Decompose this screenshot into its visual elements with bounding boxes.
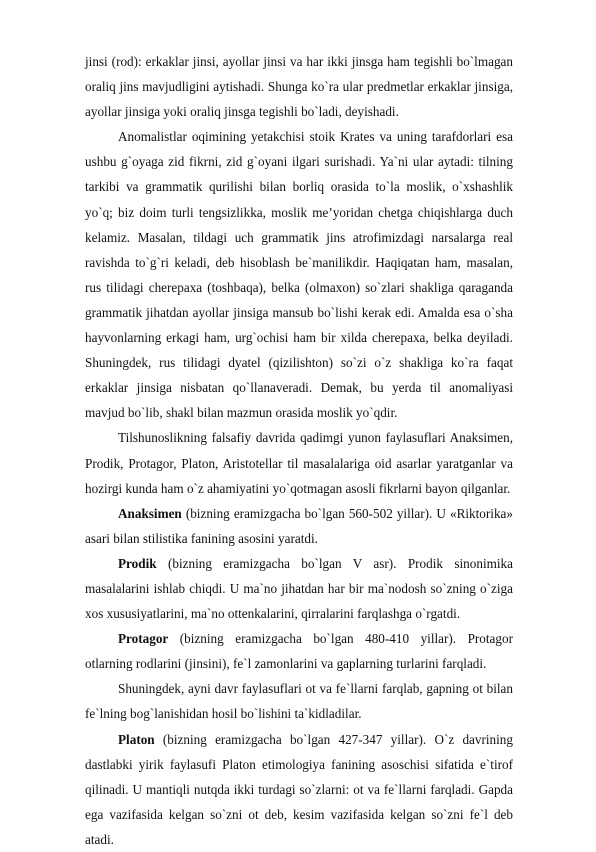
paragraph-7: Shuningdek, ayni davr faylasuflari ot va fe`llarni farqlab, gapning ot bilan fe`lning bog`lanishidan hosil bo`lishini ta`kidladilar. — [85, 681, 513, 722]
name-prodik: Prodik — [118, 555, 157, 571]
paragraph-prodik — [85, 551, 513, 626]
paragraph-platon-text: (bizning eramizgacha bo`lgan 427-347 yillar). O`z davrining dastlabki yirik faylasufi Platon etimologiya fanining asoschisi sifatida e`tirof qilinadi. U mantiqli nutqda ikki turdagi so`zlarni: ot va fe`llarni farqladi. Gapda ega vazifasida kelgan so`zni ot deb, kesim vazifasida kelgan so`zni fe`l deb atadi. — [85, 731, 513, 847]
paragraph-anaksimen — [85, 501, 513, 551]
paragraph-3: Tilshunoslikning falsafiy davrida qadimgi yunon faylasuflari Anaksimen, Prodik, Protagor, Platon, Aristotellar til masalalariga oid asarlar yaratganlar va hozirgi kunda ham o`z ahamiyatini yo`qotmagan asosli fikrlarni bayon qilganlar. — [85, 430, 513, 496]
paragraph-platon — [85, 727, 513, 852]
paragraph-1: jinsi (rod): erkaklar jinsi, ayollar jinsi va har ikki jinsga ham tegishli bo`lmagan oraliq jins mavjudligini aytishadi. Shunga ko`ra ular predmetlar erkaklar jinsiga, ayollar jinsiga yoki oraliq jinsga tegishli bo`ladi, deyishadi. — [85, 54, 513, 120]
name-anaksimen: Anaksimen — [118, 505, 182, 521]
paragraph-protagor — [85, 626, 513, 676]
paragraph-2: Anomalistlar oqimining yetakchisi stoik Krates va uning tarafdorlari esa ushbu g`oyaga zid fikrni, zid g`oyani ilgari surishadi. Ya`ni ular aytadi: tilning tarkibi va grammatik qurilishi bilan borliq orasida to`la moslik, o`xshashlik yo`q; biz doim turli tengsizlikka, moslik me’yoridan chetga chiqishlarga duch kelamiz. Masalan, tildagi uch grammatik jins atrofimizdagi narsalarga real ravishda to`g`ri keladi, deb hisoblash be`manilikdir. Haqiqatan ham, masalan, rus tilidagi cherepaxa (toshbaqa), belka (olmaxon) so`zlari shakliga qaraganda grammatik jihatdan ayollar jinsiga mansub bo`lishi kerak edi. Amalda esa o`sha hayvonlarning erkagi ham, urg`ochisi ham bir xilda cherepaxa, belka deyiladi. Shuningdek, rus tilidagi dyatel (qizilishton) so`zi o`z shakliga ko`ra faqat erkaklar jinsiga nisbatan qo`llanaveradi. Demak, bu yerda til anomaliyasi mavjud bo`lib, shakl bilan mazmun orasida moslik yo`qdir. — [85, 129, 513, 421]
document-page — [85, 49, 513, 852]
name-platon: Platon — [118, 731, 155, 747]
name-protagor: Protagor — [118, 631, 169, 647]
paragraph-prodik-text: (bizning eramizgacha bo`lgan V asr). Prodik sinonimika masalalarini ishlab chiqdi. U ma`no jihatdan har bir ma`nodosh so`zning o`ziga xos xususiyatlarini, ma`no ottenkalarini, qirralarini farqlashga o`rgatdi. — [85, 555, 513, 622]
paragraph-anaksimen-text: (bizning eramizgacha bo`lgan 560-502 yillar). U «Riktorika» asari bilan stilistika fanining asosini yaratdi. — [85, 505, 513, 546]
paragraph-protagor-text: (bizning eramizgacha bo`lgan 480-410 yillar). Protagor otlarning rodlarini (jinsini), fe`l zamonlarini va gaplarning turlarini farqladi. — [85, 631, 513, 672]
